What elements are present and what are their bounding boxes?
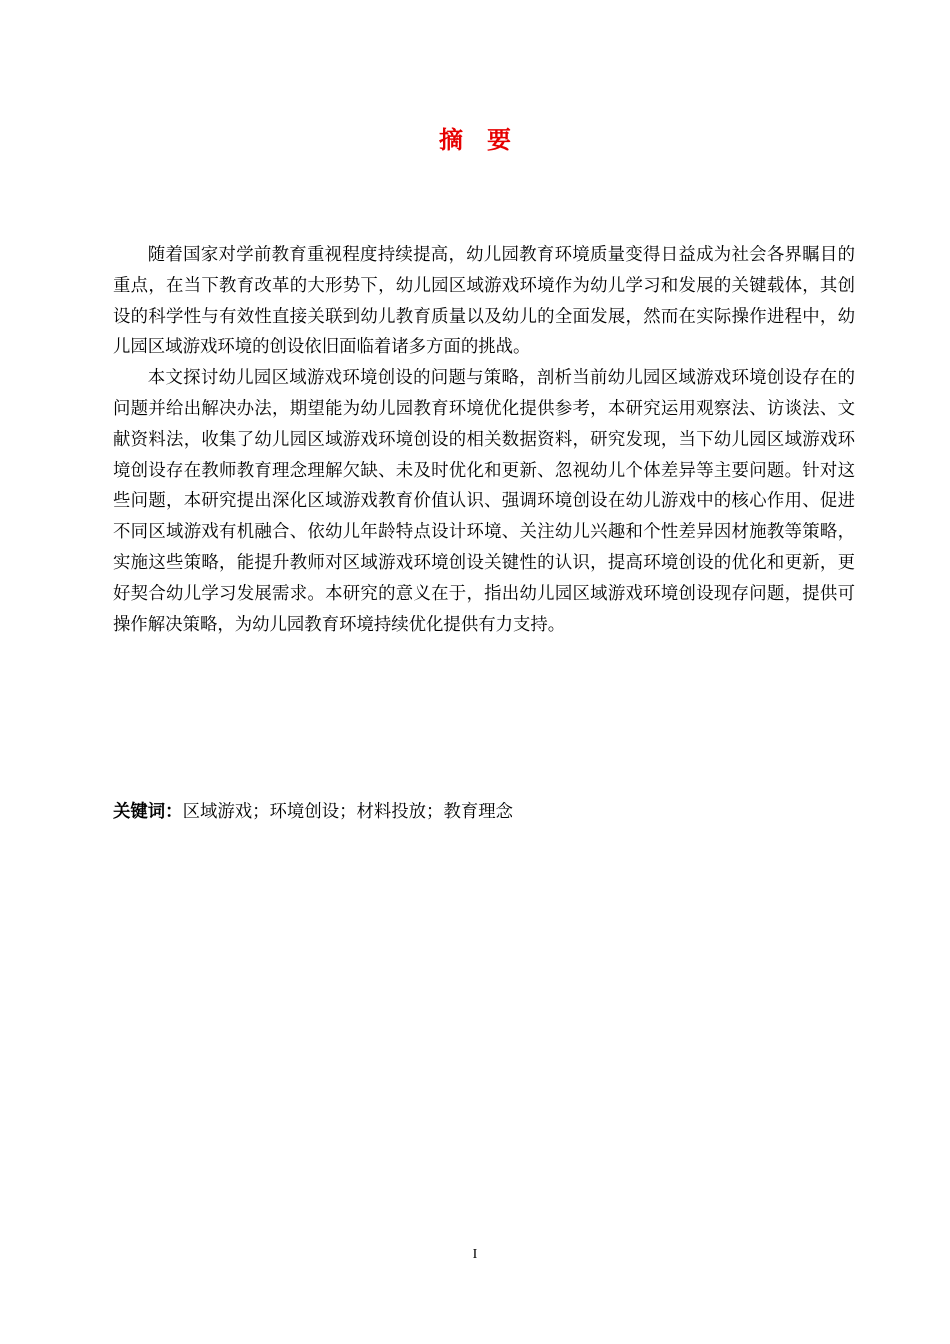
- keywords-values: 区域游戏；环境创设；材料投放；教育理念: [182, 802, 514, 822]
- abstract-title: 摘要: [439, 126, 535, 154]
- abstract-paragraph-1: 随着国家对学前教育重视程度持续提高，幼儿园教育环境质量变得日益成为社会各界瞩目的重点，在当下教育改革的大形势下，幼儿园区域游戏环境作为幼儿学习和发展的关键载体，其创设的科学性与有效性直接关联到幼儿教育质量以及幼儿的全面发展，然而在实际操作进程中，幼儿园区域游戏环境的创设依旧面临着诸多方面的挑战。: [113, 245, 855, 358]
- page-number: I: [472, 1247, 478, 1262]
- keywords-line: [113, 798, 855, 826]
- abstract-body: [113, 240, 855, 640]
- keywords-label: 关键词：: [113, 802, 183, 822]
- abstract-paragraph-2: 本文探讨幼儿园区域游戏环境创设的问题与策略，剖析当前幼儿园区域游戏环境创设存在的问题并给出解决办法，期望能为幼儿园教育环境优化提供参考，本研究运用观察法、访谈法、文献资料法，收集了幼儿园区域游戏环境创设的相关数据资料，研究发现，当下幼儿园区域游戏环境创设存在教师教育理念理解欠缺、未及时优化和更新、忽视幼儿个体差异等主要问题。针对这些问题，本研究提出深化区域游戏教育价值认识、强调环境创设在幼儿游戏中的核心作用、促进不同区域游戏有机融合、依幼儿年龄特点设计环境、关注幼儿兴趣和个性差异因材施教等策略，实施这些策略，能提升教师对区域游戏环境创设关键性的认识，提高环境创设的优化和更新，更好契合幼儿学习发展需求。本研究的意义在于，指出幼儿园区域游戏环境创设现存问题，提供可操作解决策略，为幼儿园教育环境持续优化提供有力支持。: [113, 368, 855, 635]
